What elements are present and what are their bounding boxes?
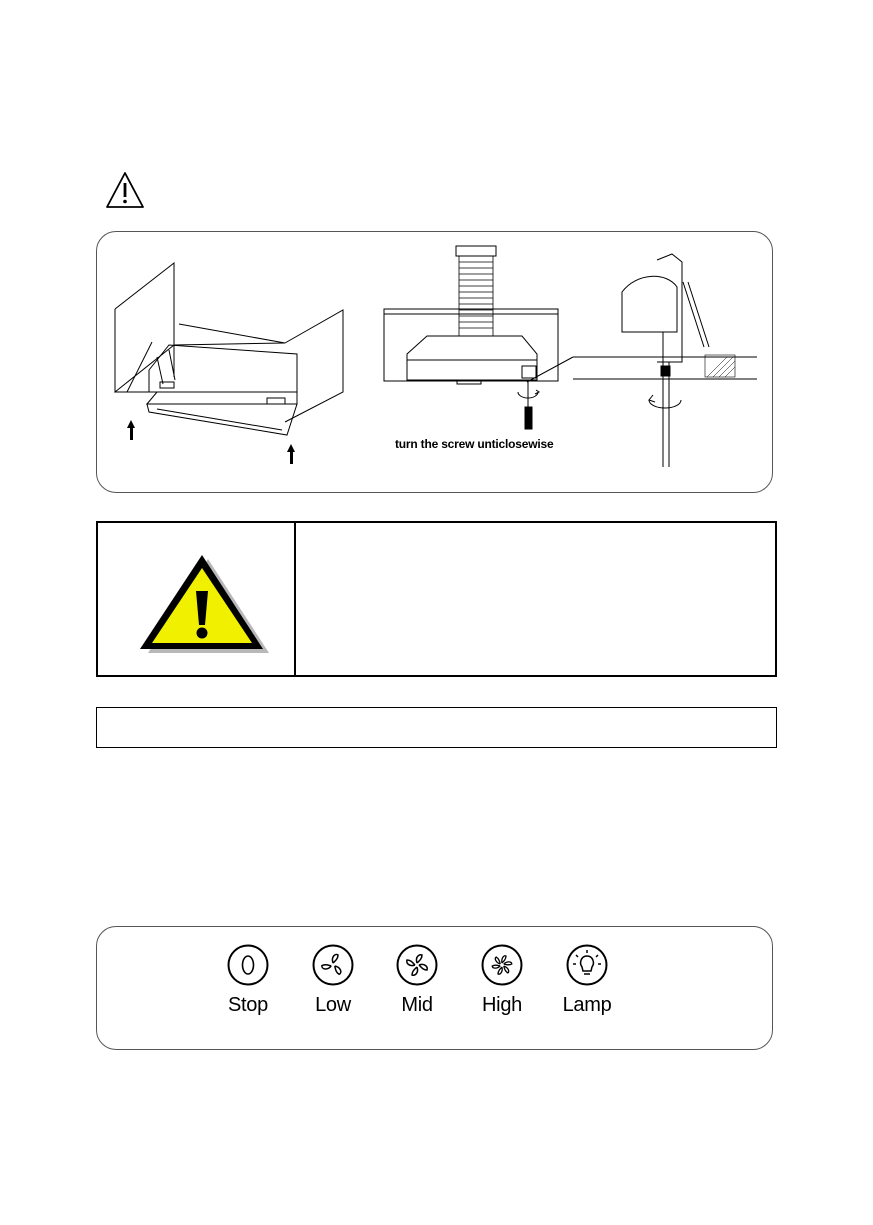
cabinet-hood-drawing: [115, 263, 343, 435]
control-panel: [96, 926, 773, 1050]
note-box: [96, 707, 777, 748]
power-zero-icon: [226, 943, 270, 987]
side-view-drawing: [527, 254, 757, 467]
screw-caption: turn the screw unticlosewise: [395, 437, 554, 451]
low-label: Low: [315, 994, 351, 1016]
fan-4-blade-icon: [395, 943, 439, 987]
lamp-icon: [565, 943, 609, 987]
warning-text-cell: [296, 523, 775, 675]
lamp-label: Lamp: [562, 994, 612, 1016]
ducted-hood-drawing: [384, 246, 558, 429]
warning-table: [96, 521, 777, 677]
stop-label: Stop: [228, 994, 268, 1016]
mid-label: Mid: [401, 994, 433, 1016]
caution-triangle-icon: [104, 170, 146, 210]
high-button[interactable]: [471, 943, 533, 1017]
fan-6-blade-icon: [480, 943, 524, 987]
mid-button[interactable]: [386, 943, 448, 1017]
warning-icon-cell: [98, 523, 296, 675]
stop-button[interactable]: [217, 943, 279, 1017]
warning-sign-icon: [136, 551, 272, 657]
high-label: High: [482, 994, 522, 1016]
push-arrows: [127, 420, 295, 464]
installation-diagram: [97, 232, 774, 494]
lamp-button[interactable]: [556, 943, 618, 1017]
fan-3-blade-icon: [311, 943, 355, 987]
installation-diagram-panel: [96, 231, 773, 493]
low-button[interactable]: [302, 943, 364, 1017]
